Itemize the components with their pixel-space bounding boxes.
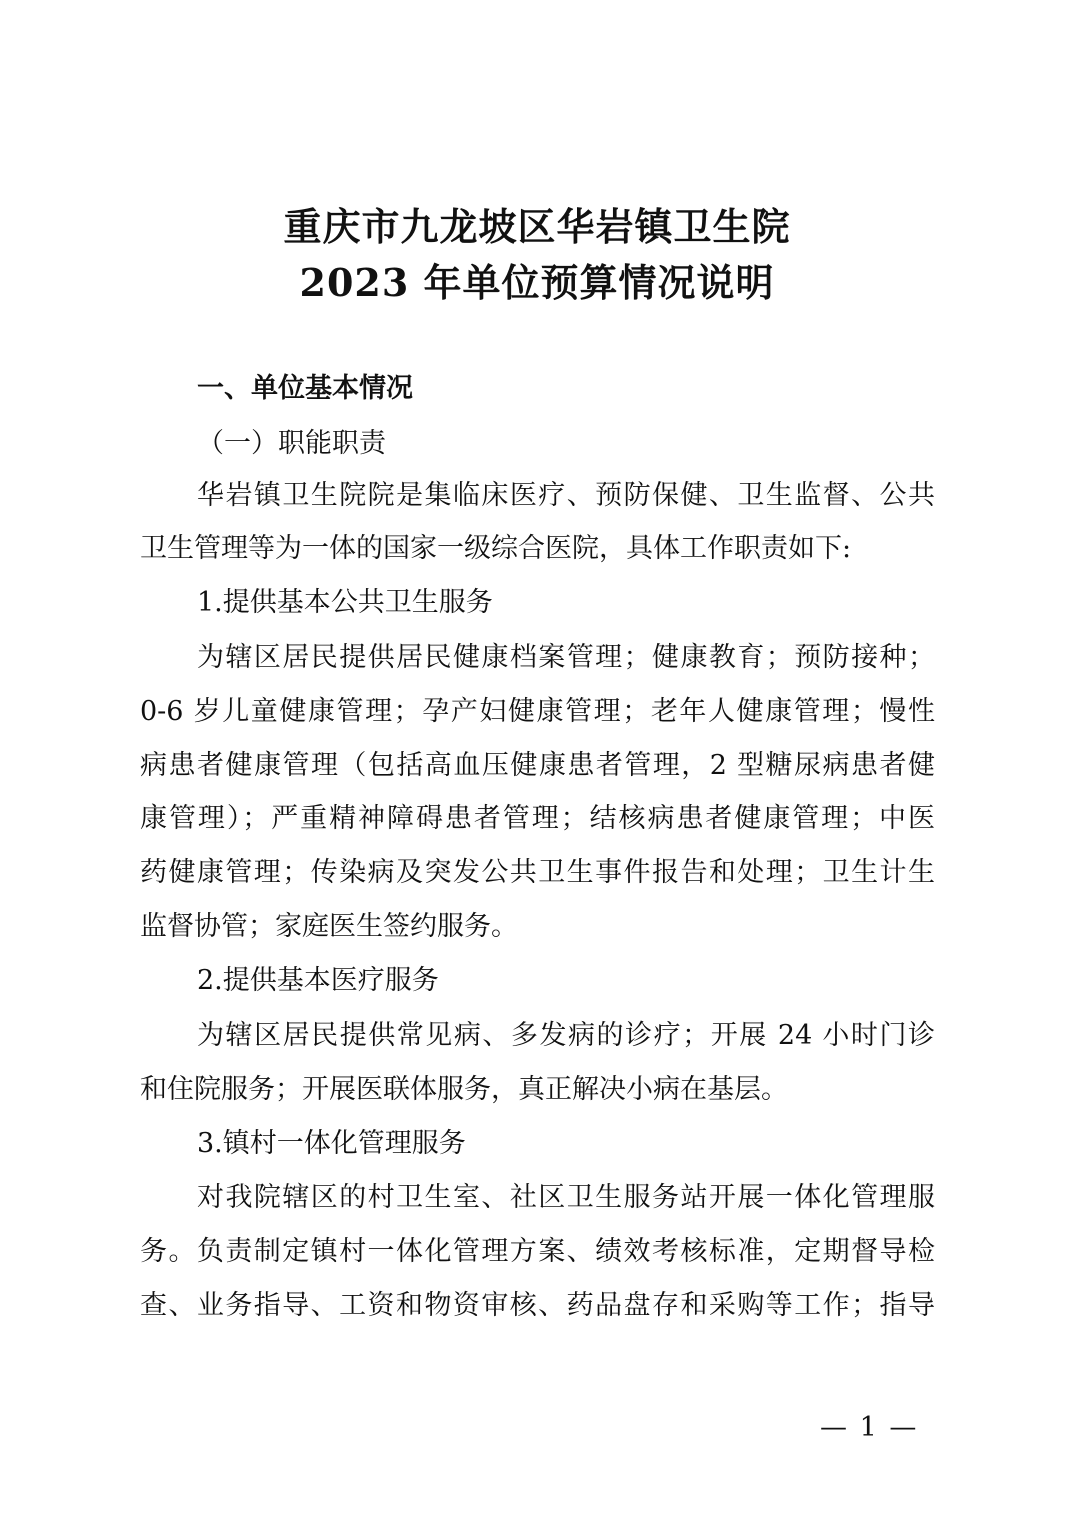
document-title-line-2: 2023 年单位预算情况说明 (299, 260, 775, 305)
paragraph-line: 卫生管理等为一体的国家一级综合医院，具体工作职责如下: (140, 533, 852, 564)
paragraph-line: 务。负责制定镇村一体化管理方案、绩效考核标准，定期督导检 (140, 1236, 935, 1267)
paragraph-line: 药健康管理；传染病及突发公共卫生事件报告和处理；卫生计生 (140, 857, 935, 888)
section-heading: 一、单位基本情况 (197, 373, 413, 404)
paragraph-line: 查、业务指导、工资和物资审核、药品盘存和采购等工作；指导 (140, 1290, 935, 1321)
item-heading: 2.提供基本医疗服务 (197, 965, 439, 996)
paragraph-line: 华岩镇卫生院院是集临床医疗、预防保健、卫生监督、公共 (197, 480, 935, 511)
paragraph-line: 病患者健康管理（包括高血压健康患者管理，2 型糖尿病患者健 (140, 750, 935, 781)
document-title-line-1: 重庆市九龙坡区华岩镇卫生院 (283, 204, 791, 249)
paragraph-line: 对我院辖区的村卫生室、社区卫生服务站开展一体化管理服 (197, 1182, 935, 1213)
paragraph-line: 为辖区居民提供常见病、多发病的诊疗；开展 24 小时门诊 (197, 1020, 935, 1051)
paragraph-line: 0-6 岁儿童健康管理；孕产妇健康管理；老年人健康管理；慢性 (140, 696, 935, 727)
item-heading: 1.提供基本公共卫生服务 (197, 587, 493, 618)
item-heading: 3.镇村一体化管理服务 (197, 1128, 466, 1159)
paragraph-line: 为辖区居民提供居民健康档案管理；健康教育；预防接种； (197, 642, 935, 673)
subsection-heading: （一）职能职责 (197, 428, 386, 459)
page-number: — 1 — (820, 1412, 919, 1443)
paragraph-line: 和住院服务；开展医联体服务，真正解决小病在基层。 (140, 1074, 788, 1105)
paragraph-line: 康管理）；严重精神障碍患者管理；结核病患者健康管理；中医 (140, 803, 935, 834)
paragraph-line: 监督协管；家庭医生签约服务。 (140, 911, 518, 942)
